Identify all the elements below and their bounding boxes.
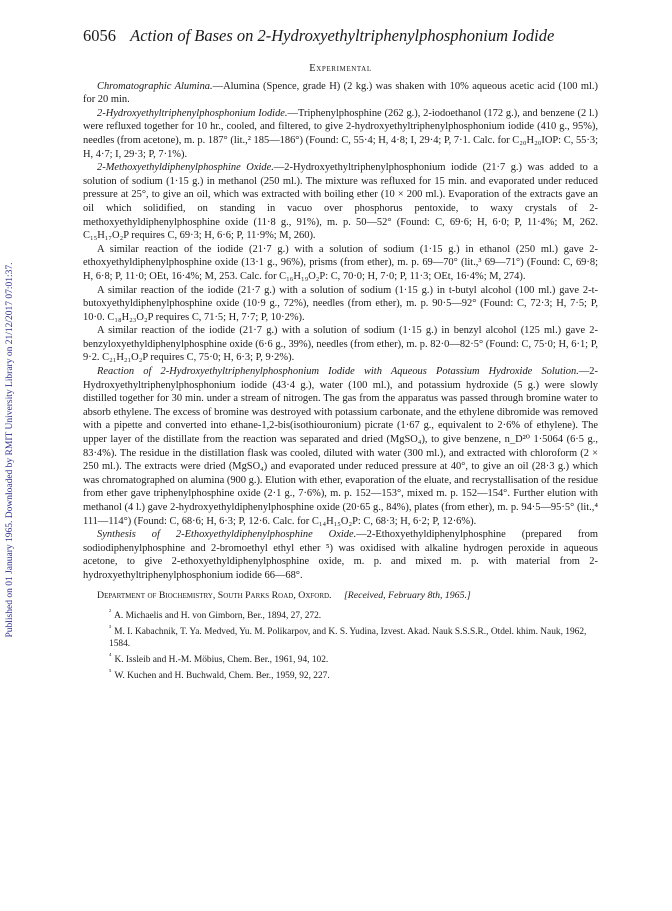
- paragraph-text: —2-Ethoxyethyldiphenylphosphine (prepared from sodiodiphenylphosphine and 2-bromoethyl ethyl ether ⁵) was oxidised with alkaline hydrogen peroxide in aqueous acetone, to give 2-ethoxyethyldiphenylphosphine oxide, m. p. and mixed m. p. with material from 2-hydroxyethyltriphenylphosphonium iodide 66—68°.: [83, 529, 598, 581]
- footnote: [109, 623, 598, 651]
- footnote-text: W. Kuchen and H. Buchwald, Chem. Ber., 1959, 92, 227.: [114, 670, 330, 681]
- received-date: [Received, February 8th, 1965.]: [343, 589, 471, 601]
- paragraph-lead: Synthesis of 2-Ethoxyethyldiphenylphosphine Oxide.: [97, 529, 357, 541]
- footnote-text: A. Michaelis and H. von Gimborn, Ber., 1894, 27, 272.: [114, 611, 322, 622]
- paragraph-butoxy-oxide: [83, 284, 598, 325]
- paragraph-text: —2-Hydroxyethyltriphenylphosphonium iodide (43·4 g.), water (100 ml.), and potassium hydroxide (5 g.) were slowly distilled together for 30 min. under a stream of nitrogen. The gas from the apparatus was passed through bromine water to absorb ethylene. The excess of bromine was destroyed with potassium carbonate, and the ethylene dibromide was removed with a pipette and converted into ethane-1,2-bis(isothiouronium) picrate (1·67 g., equivalent to 2·6% of ethylene). The upper layer of the distillate from the reaction was separated and dried (MgSO₄), to give benzene, n_D²⁰ 1·5064 (6·5 g., 83·4%). The residue in the distillation flask was cooled, diluted with water (300 ml.), and extracted with chloroform (2 × 250 ml.). The extracts were dried (MgSO₄) and evaporated under reduced pressure at 40°, to give an oil (28·3 g.) which was chromatographed on alumina (900 g.). Elution with ether, evaporation of the eluate, and recrystallisation of the residue from ether gave triphenylphosphine oxide (2·1 g., 7·6%), m. p. 152—153°, mixed m. p. 152—154°. Further elution with methanol (4 l.) gave 2-hydroxyethyldiphenylphosphine oxide (20·65 g., 84%), plates (from ether), m. p. 94·5—95·5° (lit.,⁴ 111—114°) (Found: C, 68·6; H, 6·3; P, 12·6. Calc. for C₁₄H₁₅O₂P: C, 68·3; H, 6·2; P, 12·6%).: [83, 366, 598, 527]
- paragraph-text: A similar reaction of the iodide (21·7 g.) with a solution of sodium (1·15 g.) in t-butyl alcohol (100 ml.) gave 2-t-butoxyethyldiphenylphosphine oxide (10·9 g., 72%), needles (from ether), m. p. 90·5—92° (Found: C, 72·3; H, 7·5; P, 10·0. C₁₈H₂₃O₂P requires C, 71·5; H, 7·7; P, 10·2%).: [83, 284, 598, 323]
- footnote-number: ²: [109, 608, 112, 617]
- affiliation-line: [97, 589, 598, 603]
- running-title: Action of Bases on 2-Hydroxyethyltriphenylphosphonium Iodide: [130, 26, 555, 45]
- footnote: [109, 667, 598, 683]
- footnotes: [83, 607, 598, 682]
- footnote-number: ³: [109, 624, 112, 633]
- paragraph-ethoxy-oxide: [83, 243, 598, 284]
- download-watermark: [4, 100, 16, 800]
- footnote-text: M. I. Kabachnik, T. Ya. Medved, Yu. M. Polikarpov, and K. S. Yudina, Izvest. Akad. Nauk S.S.S.R., Otdel. khim. Nauk, 1962, 1584.: [109, 627, 587, 649]
- paragraph-alumina: [83, 80, 598, 107]
- paragraph-text: A similar reaction of the iodide (21·7 g.) with a solution of sodium (1·15 g.) in ethanol (250 ml.) gave 2-ethoxyethyldiphenylphosphine oxide (13·1 g., 96%), prisms (from ether), m. p. 69—70° (lit.,³ 69—71°) (Found: C, 69·8; H, 6·8; P, 11·0; OEt, 16·4%; M, 253. Calc. for C₁₆H₁₉O₂P: C, 70·0; H, 7·0; P, 11·3; OEt, 16·4%; M, 274).: [83, 243, 598, 282]
- download-watermark-text: Published on 01 January 1965. Downloaded by RMIT University Library on 21/12/2017 07:01:37.: [5, 262, 15, 638]
- paragraph-lead: Chromatographic Alumina.: [97, 80, 213, 92]
- section-heading: Experimental: [309, 63, 372, 74]
- footnote-text: K. Issleib and H.-M. Möbius, Chem. Ber., 1961, 94, 102.: [114, 654, 329, 665]
- paragraph-text: A similar reaction of the iodide (21·7 g.) with a solution of sodium (1·15 g.) in benzyl alcohol (125 ml.) gave 2-benzyloxyethyldiphenylphosphine oxide (6·6 g., 39%), needles (from ether), m. p. 82·0—82·5° (Found: C, 75·0; H, 6·1; P, 9·2. C₂₁H₂₁O₂P requires C, 75·0; H, 6·3; P, 9·2%).: [83, 325, 598, 364]
- article-body: [83, 62, 598, 683]
- department-address: Department of Biochemistry, South Parks Road, Oxford.: [97, 589, 332, 601]
- paragraph-benzyloxy-oxide: [83, 324, 598, 365]
- paragraph-iodide-synthesis: [83, 107, 598, 161]
- footnote: [109, 607, 598, 623]
- page-header: [83, 26, 598, 46]
- footnote: [109, 651, 598, 667]
- paragraph-lead: 2-Hydroxyethyltriphenylphosphonium Iodide.: [97, 107, 288, 119]
- paragraph-koh-reaction: [83, 365, 598, 528]
- paragraph-lead: 2-Methoxyethyldiphenylphosphine Oxide.: [97, 162, 274, 174]
- paragraph-ethoxy-synthesis: [83, 528, 598, 582]
- footnote-number: ⁵: [109, 667, 112, 676]
- paragraph-text: —2-Hydroxyethyltriphenylphosphonium iodide (21·7 g.) was added to a solution of sodium (1·15 g.) in methanol (250 ml.). The mixture was refluxed for 15 min. and evaporated under reduced pressure at 25°, to give an oil, which was extracted with boiling ether (10 × 200 ml.). Evaporation of the extracts gave an oil which solidified, on standing in vacuo over phosphorus pentoxide, to waxy crystals of 2-methoxyethyldiphenylphosphine oxide (11·8 g., 91%), m. p. 50—52° (Found: C, 69·6; H, 6·0; P, 11·4%; M, 262. C₁₅H₁₇O₂P requires C, 69·3; H, 6·6; P, 11·9%; M, 260).: [83, 162, 598, 242]
- paragraph-lead: Reaction of 2-Hydroxyethyltriphenylphosphonium Iodide with Aqueous Potassium Hydroxide Solution.: [97, 366, 579, 378]
- footnote-number: ⁴: [109, 651, 112, 660]
- paragraph-text: —Triphenylphosphine (262 g.), 2-iodoethanol (172 g.), and benzene (2 l.) were refluxed together for 10 hr., cooled, and filtered, to give 2-hydroxyethyltriphenylphosphonium iodide (410 g., 95%), needles (from acetone), m. p. 187° (lit.,² 185—186°) (Found: C, 55·4; H, 4·8; I, 29·4; P, 7·1. Calc. for C₂₀H₂₀IOP: C, 55·3; H, 4·7; I, 29·3; P, 7·1%).: [83, 107, 598, 160]
- paragraph-methoxy-oxide: [83, 161, 598, 243]
- page-number: 6056: [83, 26, 116, 45]
- paragraph-text: —Alumina (Spence, grade H) (2 kg.) was shaken with 10% aqueous acetic acid (100 ml.) for 20 min.: [83, 80, 598, 106]
